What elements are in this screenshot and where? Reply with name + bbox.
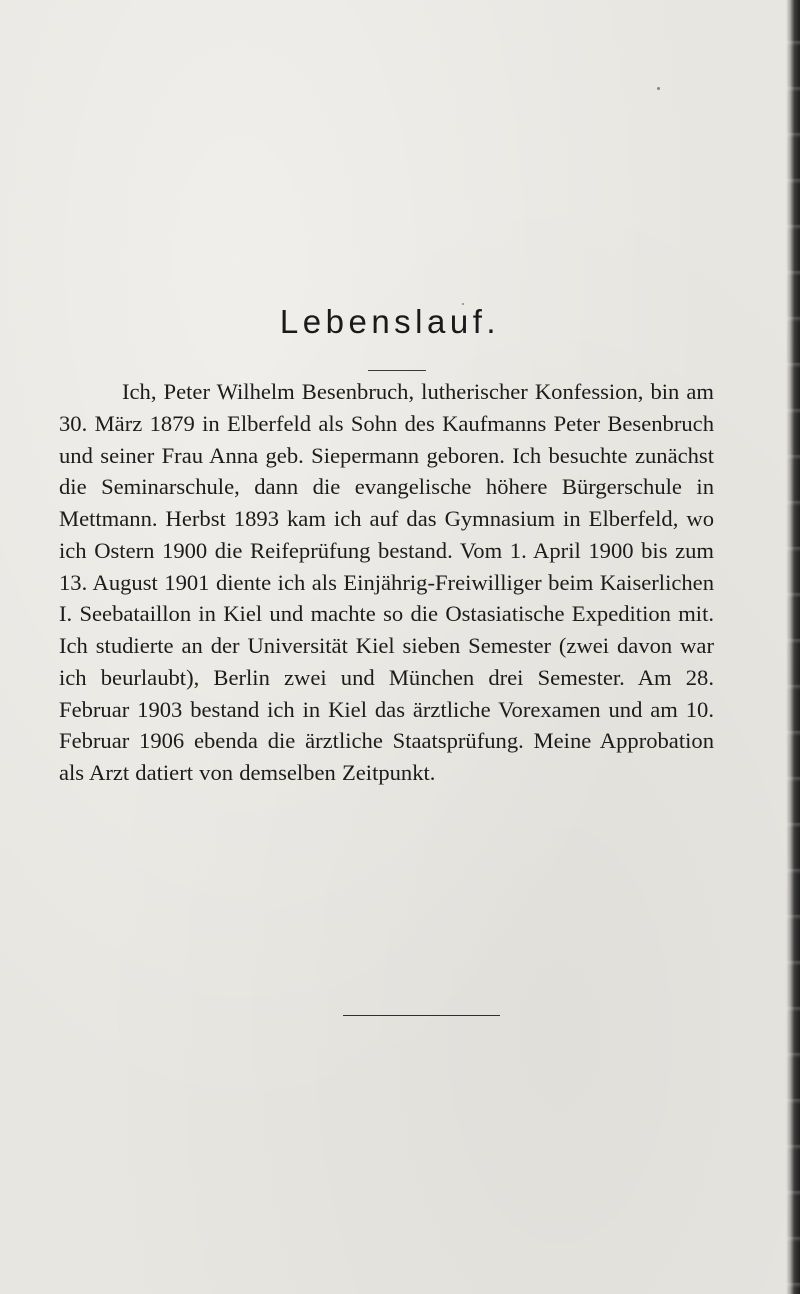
- paper-speck: [657, 87, 660, 90]
- end-divider: [343, 1015, 500, 1016]
- document-title: Lebenslauf.: [279, 303, 501, 340]
- binding-edge: [786, 0, 800, 1294]
- title-divider: [368, 370, 426, 371]
- biography-paragraph: Ich, Peter Wilhelm Besenbruch, lutherischer Konfession, bin am 30. März 1879 in Elberfeld als Sohn des Kaufmanns Peter Besenbruch und seiner Frau Anna geb. Siepermann geboren. Ich besuchte zunächst die Seminarschule, dann die evangelische höhere Bürgerschule in Mettmann. Herbst 1893 kam ich auf das Gymnasium in Elberfeld, wo ich Ostern 1900 die Reifeprüfung bestand. Vom 1. April 1900 bis zum 13. August 1901 diente ich als Einjährig-Freiwilliger beim Kaiserlichen I. Seebataillon in Kiel und machte so die Ostasiatische Expedition mit. Ich studierte an der Universität Kiel sieben Semester (zwei davon war ich beurlaubt), Berlin zwei und München drei Semester. Am 28. Februar 1903 bestand ich in Kiel das ärztliche Vorexamen und am 10. Februar 1906 ebenda die ärztliche Staatsprüfung. Meine Approbation als Arzt datiert von demselben Zeitpunkt.: [59, 379, 714, 785]
